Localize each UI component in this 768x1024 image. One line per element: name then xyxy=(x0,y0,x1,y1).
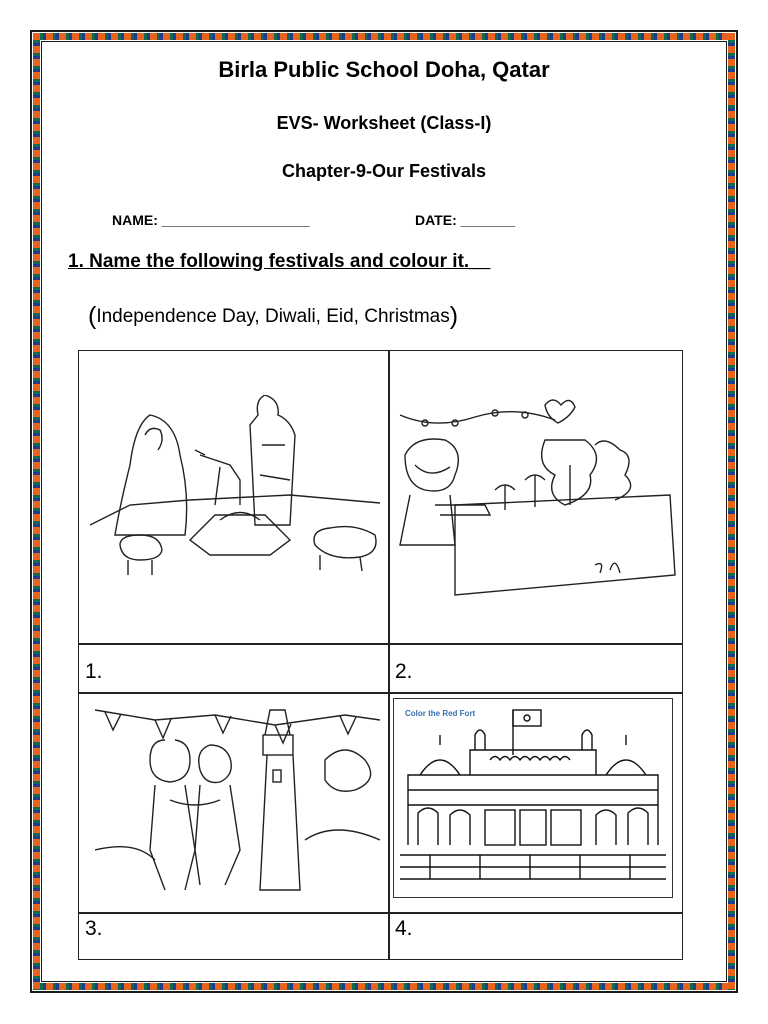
grid-line-3 xyxy=(78,912,683,914)
question-heading: 1. Name the following festivals and colour it.__ xyxy=(68,251,491,272)
grid-divider-vertical xyxy=(388,350,390,960)
border-strip-top xyxy=(33,33,735,40)
answer-label-2[interactable]: 2. xyxy=(395,660,413,683)
border-strip-bottom xyxy=(33,983,735,990)
open-paren: ( xyxy=(88,302,97,330)
festival-options-text: Independence Day, Diwali, Eid, Christmas xyxy=(96,306,450,327)
festival-options xyxy=(88,302,458,331)
date-field[interactable]: DATE: _______ xyxy=(415,212,516,228)
name-field[interactable]: NAME: ___________________ xyxy=(112,212,310,228)
answer-label-3[interactable]: 3. xyxy=(85,917,103,940)
nativity-scene-picture xyxy=(90,395,380,595)
worksheet-title: EVS- Worksheet (Class-I) xyxy=(276,113,492,133)
grid-line-1 xyxy=(78,643,683,645)
close-paren: ) xyxy=(449,302,459,330)
answer-label-1[interactable]: 1. xyxy=(85,660,103,683)
answer-label-4[interactable]: 4. xyxy=(395,917,413,940)
grid-line-2 xyxy=(78,692,683,694)
diwali-lamps-picture xyxy=(395,395,680,635)
fort-caption: Color the Red Fort xyxy=(405,709,476,718)
school-title: Birla Public School Doha, Qatar xyxy=(218,57,550,82)
chapter-title: Chapter-9-Our Festivals xyxy=(281,161,487,181)
eid-hug-picture xyxy=(95,700,380,900)
red-fort-picture xyxy=(400,705,666,891)
